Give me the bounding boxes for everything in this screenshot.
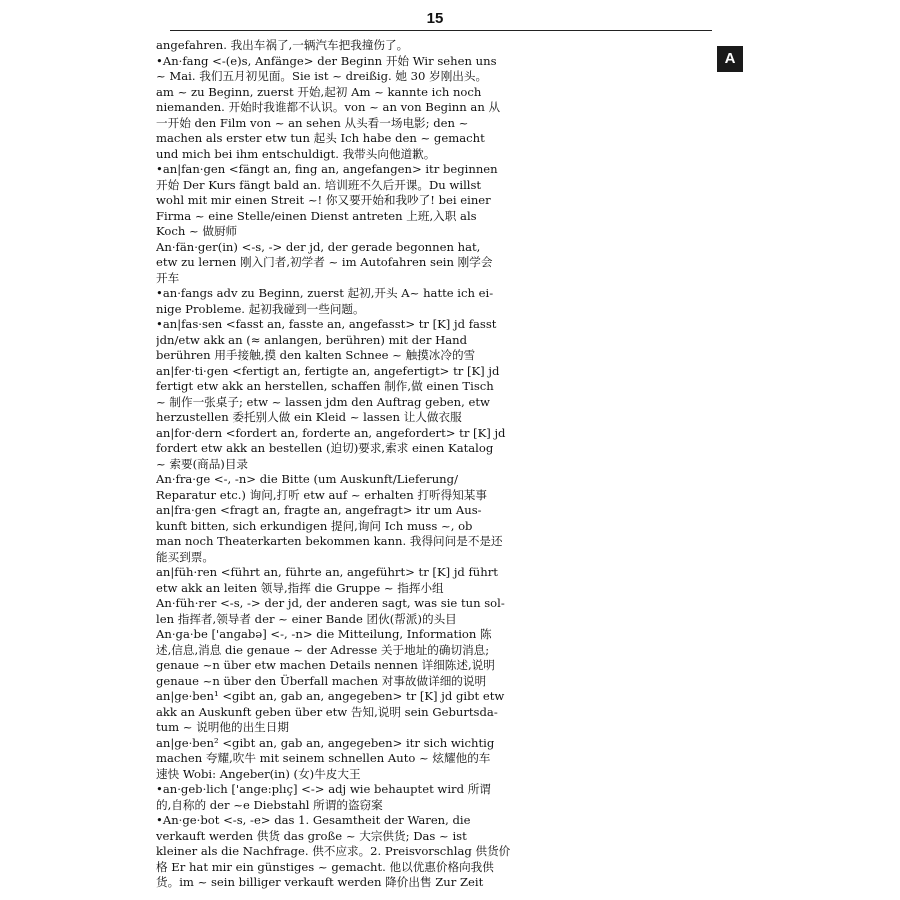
dictionary-line: kleiner als die Nachfrage. 供不应求。2. Preisvorschlag 供货价 bbox=[156, 844, 511, 858]
dictionary-line: genaue ~n über etw machen Details nennen 详细陈述,说明 bbox=[156, 658, 495, 672]
dictionary-line: tum ~ 说明他的出生日期 bbox=[156, 720, 289, 734]
dictionary-line: an|fer·ti·gen <fertigt an, fertigte an, angefertigt> tr [K] jd bbox=[156, 363, 500, 378]
dictionary-line: man noch Theaterkarten bekommen kann. 我得问问是不是还 bbox=[156, 534, 503, 548]
dictionary-line: 开车 bbox=[156, 270, 180, 285]
dictionary-line: jdn/etw akk an (≈ anlangen, berühren) mit der Hand bbox=[156, 332, 468, 347]
dictionary-line: An·füh·rer <-s, -> der jd, der anderen sagt, was sie tun sol- bbox=[156, 596, 505, 610]
dictionary-line: Koch ~ 做厨师 bbox=[156, 224, 238, 238]
dictionary-line: 格 Er hat mir ein günstiges ~ gemacht. 他以优惠价格向我供 bbox=[156, 859, 494, 874]
dictionary-line: •An·fang <-(e)s, Anfänge> der Beginn 开始 Wir sehen uns bbox=[156, 53, 497, 68]
dictionary-line: an|ge·ben² <gibt an, gab an, angegeben> itr sich wichtig bbox=[156, 735, 495, 750]
dictionary-line: und mich bei ihm entschuldigt. 我带头向他道歉。 bbox=[156, 146, 436, 161]
dictionary-line: nige Probleme. 起初我碰到一些问题。 bbox=[156, 301, 365, 316]
dictionary-line: ~ 制作一张桌子; etw ~ lassen jdm den Auftrag geben, etw bbox=[156, 394, 490, 409]
dictionary-line: •an|fas·sen <fasst an, fasste an, angefasst> tr [K] jd fasst bbox=[156, 317, 497, 331]
dictionary-line: An·fän·ger(in) <-s, -> der jd, der gerade begonnen hat, bbox=[156, 239, 481, 254]
dictionary-line: 速快 Wobi: Angeber(in) (女)牛皮大王 bbox=[156, 766, 361, 781]
dictionary-line: berühren 用手接触,摸 den kalten Schnee ~ 触摸冰冷的雪 bbox=[156, 348, 476, 362]
dictionary-line: herzustellen 委托别人做 ein Kleid ~ lassen 让人做衣服 bbox=[156, 410, 462, 424]
dictionary-line: 一开始 den Film von ~ an sehen 从头看一场电影; den ~ bbox=[156, 115, 469, 130]
dictionary-line: etw akk an leiten 领导,指挥 die Gruppe ~ 指挥小组 bbox=[156, 580, 444, 595]
dictionary-line: akk an Auskunft geben über etw 告知,说明 sein Geburtsda- bbox=[156, 704, 498, 719]
dictionary-line: machen 夸耀,吹牛 mit seinem schnellen Auto ~ 炫耀他的车 bbox=[156, 751, 491, 765]
dictionary-line: genaue ~n über den Überfall machen 对事故做详细的说明 bbox=[156, 673, 487, 688]
dictionary-line: kunft bitten, sich erkundigen 提问,询问 Ich muss ~, ob bbox=[156, 518, 473, 533]
dictionary-line: verkauft werden 供货 das große ~ 大宗供货; Das ~ ist bbox=[156, 828, 467, 843]
page-number: 15 bbox=[426, 10, 444, 27]
dictionary-line: fordert etw akk an bestellen (迫切)要求,索求 einen Katalog bbox=[156, 441, 494, 455]
dictionary-line: •An·ge·bot <-s, -e> das 1. Gesamtheit der Waren, die bbox=[156, 813, 471, 827]
dictionary-line: an|for·dern <fordert an, forderte an, angefordert> tr [K] jd bbox=[156, 425, 506, 440]
dictionary-line: fertigt etw akk an herstellen, schaffen 制作,做 einen Tisch bbox=[156, 379, 494, 393]
dictionary-line: 货。im ~ sein billiger verkauft werden 降价出售 Zur Zeit bbox=[156, 875, 484, 889]
dictionary-line: wohl mit mir einen Streit ~! 你又要开始和我吵了! bei einer bbox=[156, 193, 491, 207]
dictionary-line: len 指挥者,领导者 der ~ einer Bande 团伙(帮派)的头目 bbox=[156, 611, 457, 626]
letter-thumb-tab: A bbox=[717, 46, 743, 72]
dictionary-line: ~ 索要(商品)目录 bbox=[156, 456, 249, 471]
dictionary-line: ~ Mai. 我们五月初见面。Sie ist ~ dreißig. 她 30 岁刚出头。 bbox=[156, 69, 488, 83]
dictionary-line: 能买到票。 bbox=[156, 549, 214, 564]
dictionary-line: •an·fangs adv zu Beginn, zuerst 起初,开头 A~ hatte ich ei- bbox=[156, 286, 494, 300]
dictionary-line: 开始 Der Kurs fängt bald an. 培训班不久后开课。Du willst bbox=[156, 177, 482, 192]
dictionary-line: Firma ~ eine Stelle/einen Dienst antreten 上班,入职 als bbox=[156, 208, 477, 223]
dictionary-line: 述,信息,消息 die genaue ~ der Adresse 关于地址的确切消息; bbox=[156, 642, 490, 657]
dictionary-line: an|ge·ben¹ <gibt an, gab an, angegeben> tr [K] jd gibt etw bbox=[156, 689, 505, 703]
dictionary-line: am ~ zu Beginn, zuerst 开始,起初 Am ~ kannte ich noch bbox=[156, 84, 482, 99]
dictionary-line: 的,自称的 der ~e Diebstahl 所谓的盗窃案 bbox=[156, 797, 383, 812]
dictionary-line: angefahren. 我出车祸了,一辆汽车把我撞伤了。 bbox=[156, 38, 409, 52]
header-rule bbox=[170, 30, 712, 31]
dictionary-line: niemanden. 开始时我谁都不认识。von ~ an von Beginn an 从 bbox=[156, 100, 501, 114]
dictionary-line: an|fra·gen <fragt an, fragte an, angefragt> itr um Aus- bbox=[156, 503, 482, 517]
dictionary-line: •an·geb·lich ['ange:plıç] <-> adj wie behauptet wird 所谓 bbox=[156, 782, 491, 796]
dictionary-line: •an|fan·gen <fängt an, fing an, angefangen> itr beginnen bbox=[156, 162, 498, 176]
dictionary-line: An·ga·be ['angabə] <-, -n> die Mitteilung, Information 陈 bbox=[156, 627, 492, 641]
dictionary-line: An·fra·ge <-, -n> die Bitte (um Auskunft/Lieferung/ bbox=[156, 472, 458, 486]
dictionary-line: an|füh·ren <führt an, führte an, angeführt> tr [K] jd führt bbox=[156, 565, 498, 579]
dictionary-line: Reparatur etc.) 询问,打听 etw auf ~ erhalten 打听得知某事 bbox=[156, 487, 487, 502]
dictionary-line: etw zu lernen 刚入门者,初学者 ~ im Autofahren sein 刚学会 bbox=[156, 255, 493, 269]
dictionary-column bbox=[156, 38, 564, 894]
dictionary-line: machen als erster etw tun 起头 Ich habe den ~ gemacht bbox=[156, 131, 485, 145]
